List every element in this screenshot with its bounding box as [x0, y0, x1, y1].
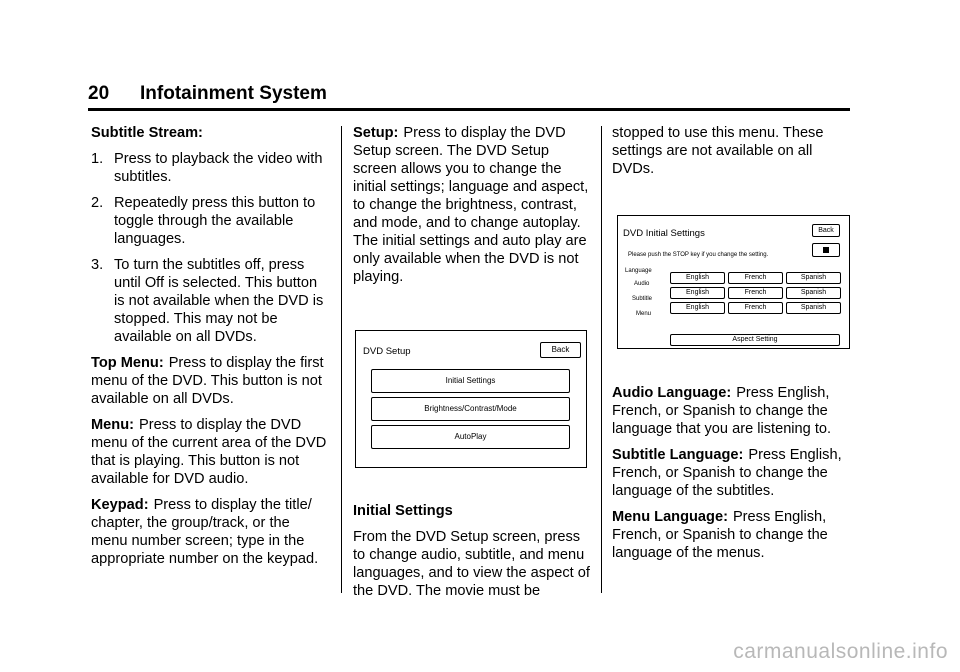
menu-spanish-button[interactable]: Spanish: [786, 302, 841, 314]
menu-english-button[interactable]: English: [670, 302, 725, 314]
stop-warning-text: Please push the STOP key if you change the setting.: [628, 252, 769, 258]
initial-settings-heading: Initial Settings: [353, 503, 453, 519]
keypad-paragraph: Keypad: Press to display the title/ chapter, the group/track, or the menu number screen; type in the appropriate number on the keypad.: [91, 497, 319, 567]
subtitle-english-button[interactable]: English: [670, 287, 725, 299]
column-2: [353, 124, 593, 608]
language-label: Language: [625, 268, 652, 274]
dvd-setup-screen-figure: [355, 330, 587, 468]
autoplay-button[interactable]: AutoPlay: [371, 425, 570, 449]
dvd-initial-settings-screen-figure: [617, 215, 850, 349]
audio-spanish-button[interactable]: Spanish: [786, 272, 841, 284]
audio-french-button[interactable]: French: [728, 272, 783, 284]
menu-row-label: Menu: [636, 311, 652, 317]
setup-paragraph: Setup: Press to display the DVD Setup screen. The DVD Setup screen allows you to change the initial settings; language and aspect, to change the brightness, contrast, and mode, and to change autoplay. The initial settings and auto play are only available when the DVD is not playing.: [353, 125, 589, 285]
initial-settings-paragraph: From the DVD Setup screen, press to change audio, subtitle, and menu languages, and to view the aspect of the DVD. The movie must be: [353, 529, 590, 599]
stop-icon: [823, 247, 829, 253]
subtitle-row-label: Subtitle: [632, 296, 653, 302]
back-button[interactable]: Back: [540, 342, 581, 358]
brightness-contrast-mode-button[interactable]: Brightness/Contrast/Mode: [371, 397, 570, 421]
top-menu-paragraph: Top Menu: Press to display the first menu of the DVD. This button is not available on all DVDs.: [91, 355, 324, 407]
subtitle-language-paragraph: Subtitle Language: Press English, French, or Spanish to change the language of the subtitles.: [612, 447, 842, 499]
step-item: 1. Press to playback the video with subtitles.: [91, 151, 323, 185]
dvd-setup-title: DVD Setup: [363, 346, 411, 357]
subtitle-french-button[interactable]: French: [728, 287, 783, 299]
audio-language-paragraph: Audio Language: Press English, French, or Spanish to change the language that you are listening to.: [612, 385, 832, 437]
initial-settings-button[interactable]: Initial Settings: [371, 369, 570, 393]
initial-settings-title: DVD Initial Settings: [623, 228, 705, 239]
column-divider: [601, 126, 602, 593]
menu-paragraph: Menu: Press to display the DVD menu of the current area of the DVD that is playing. This button is not available for DVD audio.: [91, 417, 327, 487]
continued-paragraph: stopped to use this menu. These settings are not available on all DVDs.: [612, 125, 824, 177]
step-item: 3. To turn the subtitles off, press until Off is selected. This button is not available when the DVD is stopped. This may not be available on all DVDs.: [91, 257, 324, 345]
aspect-setting-button[interactable]: Aspect Setting: [670, 334, 840, 346]
section-title: Infotainment System: [140, 83, 327, 104]
page-number: 20: [88, 83, 110, 104]
subtitle-stream-heading: Subtitle Stream:: [91, 125, 203, 141]
column-1: [91, 124, 329, 576]
menu-french-button[interactable]: French: [728, 302, 783, 314]
back-button[interactable]: Back: [812, 224, 840, 237]
menu-language-paragraph: Menu Language: Press English, French, or Spanish to change the language of the menus.: [612, 509, 828, 561]
audio-row-label: Audio: [634, 281, 650, 287]
column-divider: [341, 126, 342, 593]
watermark: carmanualsonline.info: [733, 640, 948, 663]
subtitle-spanish-button[interactable]: Spanish: [786, 287, 841, 299]
stop-button[interactable]: [812, 243, 840, 257]
column-3: [612, 124, 857, 570]
audio-english-button[interactable]: English: [670, 272, 725, 284]
page-header: [88, 82, 850, 111]
step-item: 2. Repeatedly press this button to toggle through the available languages.: [91, 195, 316, 247]
